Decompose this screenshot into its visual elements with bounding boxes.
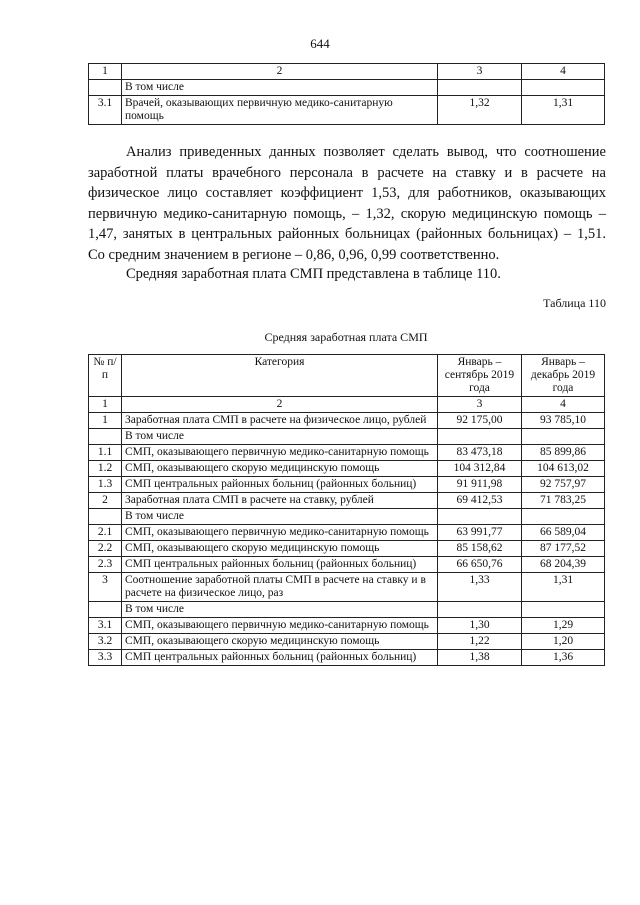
- row-category: СМП, оказывающего скорую медицинскую помощь: [122, 461, 438, 477]
- top-table-header-3: 3: [438, 64, 522, 80]
- row-category: СМП, оказывающего скорую медицинскую помощь: [122, 541, 438, 557]
- header-category: Категория: [122, 355, 438, 397]
- row-number: 2: [89, 493, 122, 509]
- row-category: СМП, оказывающего первичную медико-санитарную помощь: [122, 445, 438, 461]
- top-table-header-row: [89, 64, 605, 80]
- row-value-1: 63 991,77: [438, 525, 522, 541]
- table-row: [89, 461, 605, 477]
- row-number: 2.1: [89, 525, 122, 541]
- subheader-label: В том числе: [122, 509, 438, 525]
- row-category: Соотношение заработной платы СМП в расчете на ставку и в расчете на физическое лицо, раз: [122, 573, 438, 602]
- row-number: 3.1: [89, 618, 122, 634]
- table-row: [89, 445, 605, 461]
- row-value-2: 92 757,97: [522, 477, 605, 493]
- row-value-1: 104 312,84: [438, 461, 522, 477]
- salary-table: [88, 354, 605, 666]
- row-number: 3.2: [89, 634, 122, 650]
- row-number: 1.3: [89, 477, 122, 493]
- row-value-1: 1,33: [438, 573, 522, 602]
- table-row: [89, 413, 605, 429]
- row-number: 1.2: [89, 461, 122, 477]
- table-row: [89, 96, 605, 125]
- header-period-2: Январь – декабрь 2019 года: [522, 355, 605, 397]
- row-value-2: 87 177,52: [522, 541, 605, 557]
- subheader-row: [89, 429, 605, 445]
- row-number: 3.3: [89, 650, 122, 666]
- table-row: [89, 634, 605, 650]
- table-caption: Средняя заработная плата СМП: [264, 330, 428, 344]
- salary-table-header-row: [89, 355, 605, 397]
- row-category: СМП, оказывающего первичную медико-санитарную помощь: [122, 618, 438, 634]
- row-value-1: 1,30: [438, 618, 522, 634]
- table-row: [89, 525, 605, 541]
- row-value-2: 93 785,10: [522, 413, 605, 429]
- subheader-label: В том числе: [122, 602, 438, 618]
- row-value-1: 83 473,18: [438, 445, 522, 461]
- row-category: СМП центральных районных больниц (районных больниц): [122, 650, 438, 666]
- salary-table-body: [89, 413, 605, 666]
- row-category: СМП центральных районных больниц (районных больниц): [122, 557, 438, 573]
- row-value-2: 71 783,25: [522, 493, 605, 509]
- table-row: [89, 650, 605, 666]
- row-value-2: 1,29: [522, 618, 605, 634]
- row-category: СМП центральных районных больниц (районных больниц): [122, 477, 438, 493]
- table-row: [89, 618, 605, 634]
- row-category: Заработная плата СМП в расчете на физическое лицо, рублей: [122, 413, 438, 429]
- row-category: Врачей, оказывающих первичную медико-санитарную помощь: [122, 96, 438, 125]
- subheader-row: [89, 509, 605, 525]
- row-value-1: 1,22: [438, 634, 522, 650]
- row-category: Заработная плата СМП в расчете на ставку, рублей: [122, 493, 438, 509]
- row-value-1: 91 911,98: [438, 477, 522, 493]
- top-table-header-4: 4: [522, 64, 605, 80]
- table-row: [89, 557, 605, 573]
- table-reference-paragraph: Средняя заработная плата СМП представлена в таблице 110.: [126, 266, 501, 282]
- row-number: 1: [89, 413, 122, 429]
- numbering-3: 3: [438, 397, 522, 413]
- numbering-2: 2: [122, 397, 438, 413]
- table-row: [89, 493, 605, 509]
- subheader-label: В том числе: [122, 429, 438, 445]
- row-value-1: 92 175,00: [438, 413, 522, 429]
- row-value-1: 66 650,76: [438, 557, 522, 573]
- row-value-2: 85 899,86: [522, 445, 605, 461]
- page-number: 644: [310, 36, 330, 51]
- row-number: 2.2: [89, 541, 122, 557]
- row-value-2: 1,36: [522, 650, 605, 666]
- analysis-paragraph: Анализ приведенных данных позволяет сделать вывод, что соотношение заработной платы врачебного персонала в расчете на ставку и в расчете на физическое лицо составляет коэффициент 1,53, для работников, оказывающих первичную медико-санитарную помощь, – 1,32, скорую медицинскую помощь – 1,47, занятых в центральных районных больницах (районных больницах) – 1,51. Со средним значением в регионе – 0,86, 0,96, 0,99 соответственно.: [88, 144, 606, 263]
- top-table: [88, 63, 605, 125]
- table-row: [89, 541, 605, 557]
- row-value-1: 85 158,62: [438, 541, 522, 557]
- table-label: Таблица 110: [543, 296, 606, 310]
- table-row: [89, 477, 605, 493]
- row-category: СМП, оказывающего первичную медико-санитарную помощь: [122, 525, 438, 541]
- row-value-2: 68 204,39: [522, 557, 605, 573]
- table-row: [89, 573, 605, 602]
- header-number: № п/п: [89, 355, 122, 397]
- top-table-header-1: 1: [89, 64, 122, 80]
- row-value-2: 1,31: [522, 573, 605, 602]
- top-table-subheader-row: [89, 80, 605, 96]
- row-value-1: 1,38: [438, 650, 522, 666]
- salary-table-numbering-row: [89, 397, 605, 413]
- top-table-subheader: В том числе: [122, 80, 438, 96]
- subheader-row: [89, 602, 605, 618]
- row-number: 1.1: [89, 445, 122, 461]
- row-category: СМП, оказывающего скорую медицинскую помощь: [122, 634, 438, 650]
- header-period-1: Январь – сентябрь 2019 года: [438, 355, 522, 397]
- row-number: 3: [89, 573, 122, 602]
- row-value-2: 1,20: [522, 634, 605, 650]
- row-value-1: 69 412,53: [438, 493, 522, 509]
- numbering-1: 1: [89, 397, 122, 413]
- row-value-1: 1,32: [438, 96, 522, 125]
- numbering-4: 4: [522, 397, 605, 413]
- top-table-header-2: 2: [122, 64, 438, 80]
- row-value-2: 104 613,02: [522, 461, 605, 477]
- row-number: 2.3: [89, 557, 122, 573]
- row-number: 3.1: [89, 96, 122, 125]
- row-value-2: 1,31: [522, 96, 605, 125]
- row-value-2: 66 589,04: [522, 525, 605, 541]
